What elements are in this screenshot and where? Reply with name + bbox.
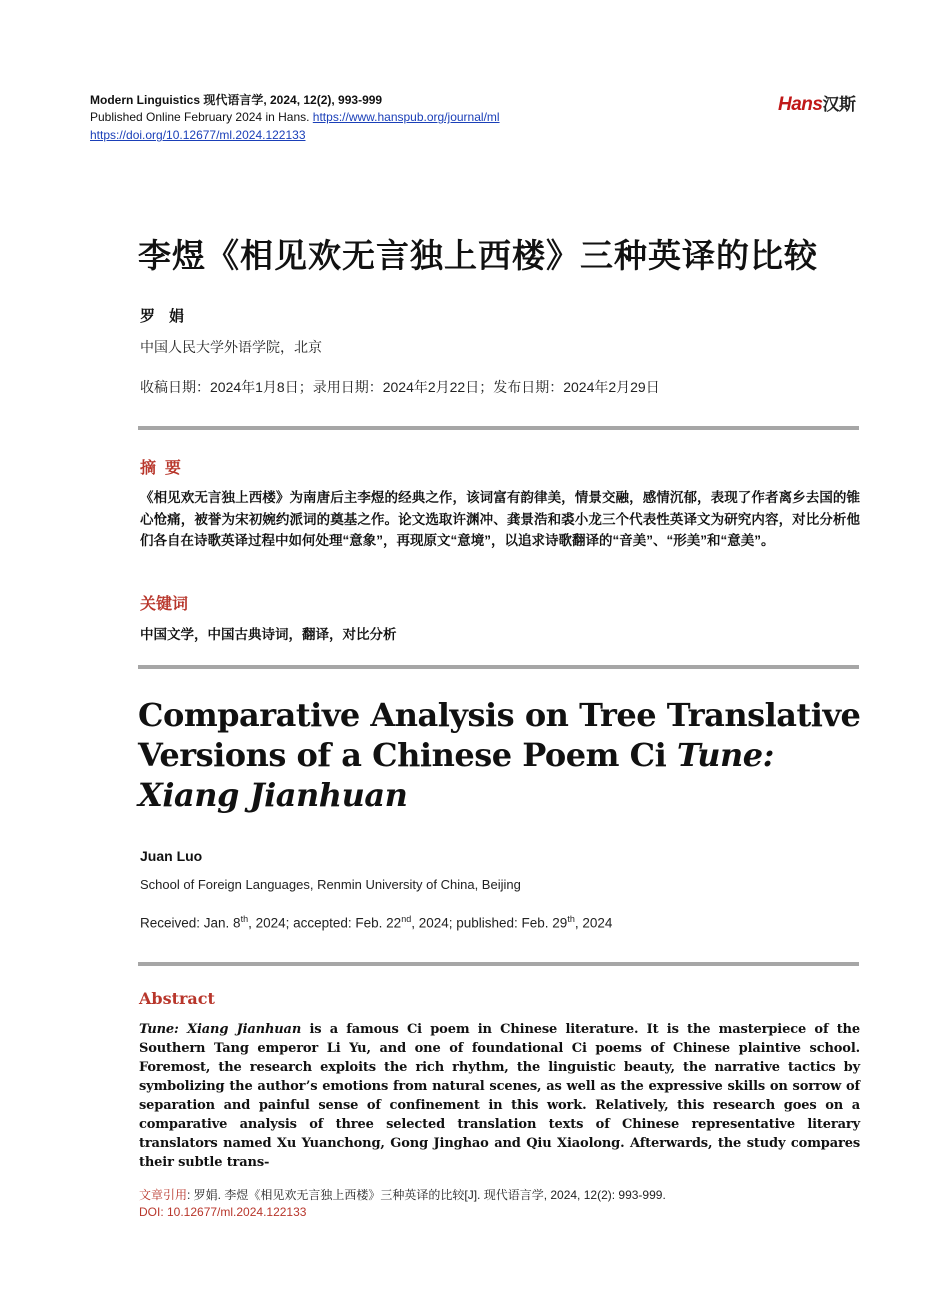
divider-3 — [138, 962, 859, 966]
logo-cjk: 汉斯 — [822, 95, 856, 114]
english-abstract — [139, 1020, 860, 1172]
english-abstract-italic: Tune: Xiang Jianhuan — [139, 1022, 302, 1037]
citation-label: 文章引用 — [139, 1188, 188, 1202]
chinese-author: 罗娟 — [140, 308, 199, 325]
published-online-text: Published Online February 2024 in Hans. — [90, 110, 313, 124]
published-online — [90, 109, 500, 125]
journal-citation: Modern Linguistics 现代语言学, 2024, 12(2), 993-999 — [90, 93, 383, 107]
chinese-abstract: 《相见欢无言独上西楼》为南唐后主李煜的经典之作，该词富有韵律美，情景交融，感情沉郁，表现了作者离乡去国的锥心怆痛，被誉为宋初婉约派词的奠基之作。论文选取许渊冲、龚景浩和裘小龙三个代表性英译文为研究内容，对比分析他们各自在诗歌英译过程中如何处理“意象”，再现原文“意境”，以追求诗歌翻译的“音美”、“形美”和“意美”。 — [140, 490, 860, 548]
chinese-abstract-heading-text: 摘 要 — [140, 460, 181, 477]
english-abstract-body: is a famous Ci poem in Chinese literature. It is the masterpiece of the Southern Tang emperor Li Yu, and one of foundational Ci poems of Chinese plaintive school. Foremost, the research exploits the rich rhythm, the linguistic beauty, the narrative tactics by symbolizing the author’s emotions from natural scenes, as well as the expressive skills on sorrow of separation and painful sense of confinement in this work. Relatively, this research goes on a comparative analysis of three selected translation texts of Chinese representative literary translators named Xu Yuanchong, Gong Jinghao and Qiu Xiaolong. Afterwards, the study compares their subtle trans- — [139, 1022, 860, 1170]
chinese-keywords-heading: 关键词 — [140, 596, 189, 613]
english-title-italic: Tune: Xiang Jianhuan — [138, 736, 774, 814]
citation-text: : 罗娟. 李煜《相见欢无言独上西楼》三种英译的比较[J]. 现代语言学, 2024, 12(2): 993-999. — [187, 1188, 666, 1202]
english-title — [138, 695, 868, 815]
english-abstract-heading: Abstract — [139, 989, 215, 1008]
chinese-dates: 收稿日期：2024年1月8日；录用日期：2024年2月22日；发布日期：2024年2月29日 — [140, 379, 660, 395]
english-author: Juan Luo — [140, 848, 203, 864]
chinese-title: 李煜《相见欢无言独上西楼》三种英译的比较 — [138, 236, 818, 275]
divider-2 — [138, 665, 859, 669]
divider-1 — [138, 426, 859, 430]
chinese-affiliation: 中国人民大学外语学院，北京 — [140, 339, 322, 355]
chinese-keywords: 中国文学，中国古典诗词，翻译，对比分析 — [140, 627, 397, 642]
english-dates — [140, 914, 612, 931]
accepted-date: , 2024; accepted: Feb. 22 — [248, 915, 402, 931]
english-affiliation: School of Foreign Languages, Renmin University of China, Beijing — [140, 877, 521, 892]
doi-header — [90, 127, 306, 143]
doi-footer: DOI: 10.12677/ml.2024.122133 — [139, 1205, 307, 1219]
published-date: , 2024; published: Feb. 29 — [411, 915, 568, 931]
doi-link[interactable]: https://doi.org/10.12677/ml.2024.122133 — [90, 128, 306, 142]
logo-latin: Hans — [778, 94, 823, 115]
chinese-abstract-heading — [140, 455, 181, 478]
received-sup: th — [240, 914, 249, 924]
received-date: Received: Jan. 8 — [140, 915, 241, 931]
accepted-sup: nd — [401, 914, 412, 924]
published-sup: th — [567, 914, 575, 924]
citation-footer — [139, 1186, 666, 1203]
year-end: , 2024 — [574, 915, 613, 931]
journal-link[interactable]: https://www.hanspub.org/journal/ml — [312, 110, 500, 124]
hans-logo — [778, 90, 855, 116]
english-title-plain: Comparative Analysis on Tree Translative Versions of a Chinese Poem Ci — [138, 696, 861, 774]
